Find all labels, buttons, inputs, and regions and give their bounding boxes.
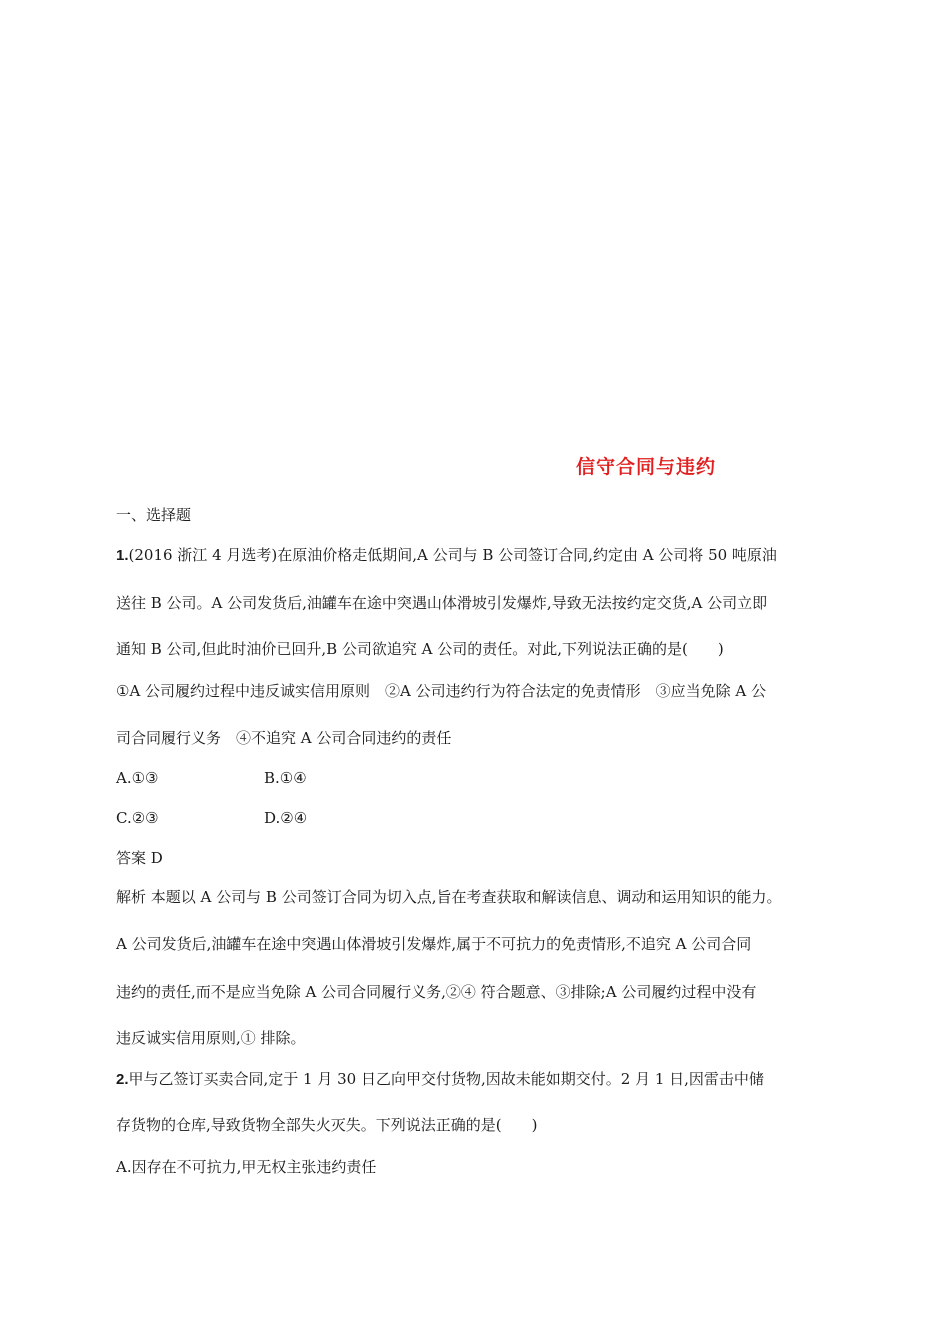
option-a: A.①③ — [116, 769, 159, 787]
option-d: D.②④ — [264, 809, 308, 827]
option-b: B.①④ — [264, 769, 307, 787]
analysis-line-3: 违约的责任,而不是应当免除 A 公司合同履行义务,②④ 符合题意、③排除;A 公司履约过程中没有 — [116, 983, 757, 1001]
document-title: 信守合同与违约 — [575, 456, 716, 478]
question-1-line-2: 送往 B 公司。A 公司发货后,油罐车在途中突遇山体滑坡引发爆炸,导致无法按约定交货,A 公司立即 — [116, 594, 768, 612]
option-c: C.②③ — [116, 809, 159, 827]
question-1-line-1 — [116, 545, 777, 566]
question-1-items-2: 司合同履行义务 ④不追究 A 公司合同违约的责任 — [116, 729, 452, 747]
question-1-line-3: 通知 B 公司,但此时油价已回升,B 公司欲追究 A 公司的责任。对此,下列说法正确的是( ) — [116, 640, 724, 658]
analysis-line-2: A 公司发货后,油罐车在途中突遇山体滑坡引发爆炸,属于不可抗力的免责情形,不追究 A 公司合同 — [116, 935, 752, 953]
question-1-items-1: ①A 公司履约过程中违反诚实信用原则 ②A 公司违约行为符合法定的免责情形 ③应当免除 A 公 — [116, 682, 767, 700]
question-2-option-a: A.因存在不可抗力,甲无权主张违约责任 — [116, 1158, 377, 1176]
analysis-line-4: 违反诚实信用原则,① 排除。 — [116, 1029, 306, 1047]
question-2-line-1 — [116, 1069, 764, 1090]
question-1-text-1: (2016 浙江 4 月选考)在原油价格走低期间,A 公司与 B 公司签订合同,约定由 A 公司将 50 吨原油 — [128, 546, 777, 564]
answer: 答案 D — [116, 849, 163, 867]
question-2-line-2: 存货物的仓库,导致货物全部失火灭失。下列说法正确的是( ) — [116, 1116, 538, 1134]
question-1-options-row-1 — [116, 768, 159, 788]
analysis-line-1: 解析 本题以 A 公司与 B 公司签订合同为切入点,旨在考查获取和解读信息、调动和运用知识的能力。 — [116, 888, 782, 906]
question-2-text-1: 甲与乙签订买卖合同,定于 1 月 30 日乙向甲交付货物,因故未能如期交付。2 月 1 日,因雷击中储 — [128, 1070, 764, 1088]
question-1-number: 1. — [116, 547, 129, 564]
section-heading: 一、选择题 — [116, 506, 192, 524]
question-2-number: 2. — [116, 1071, 129, 1088]
